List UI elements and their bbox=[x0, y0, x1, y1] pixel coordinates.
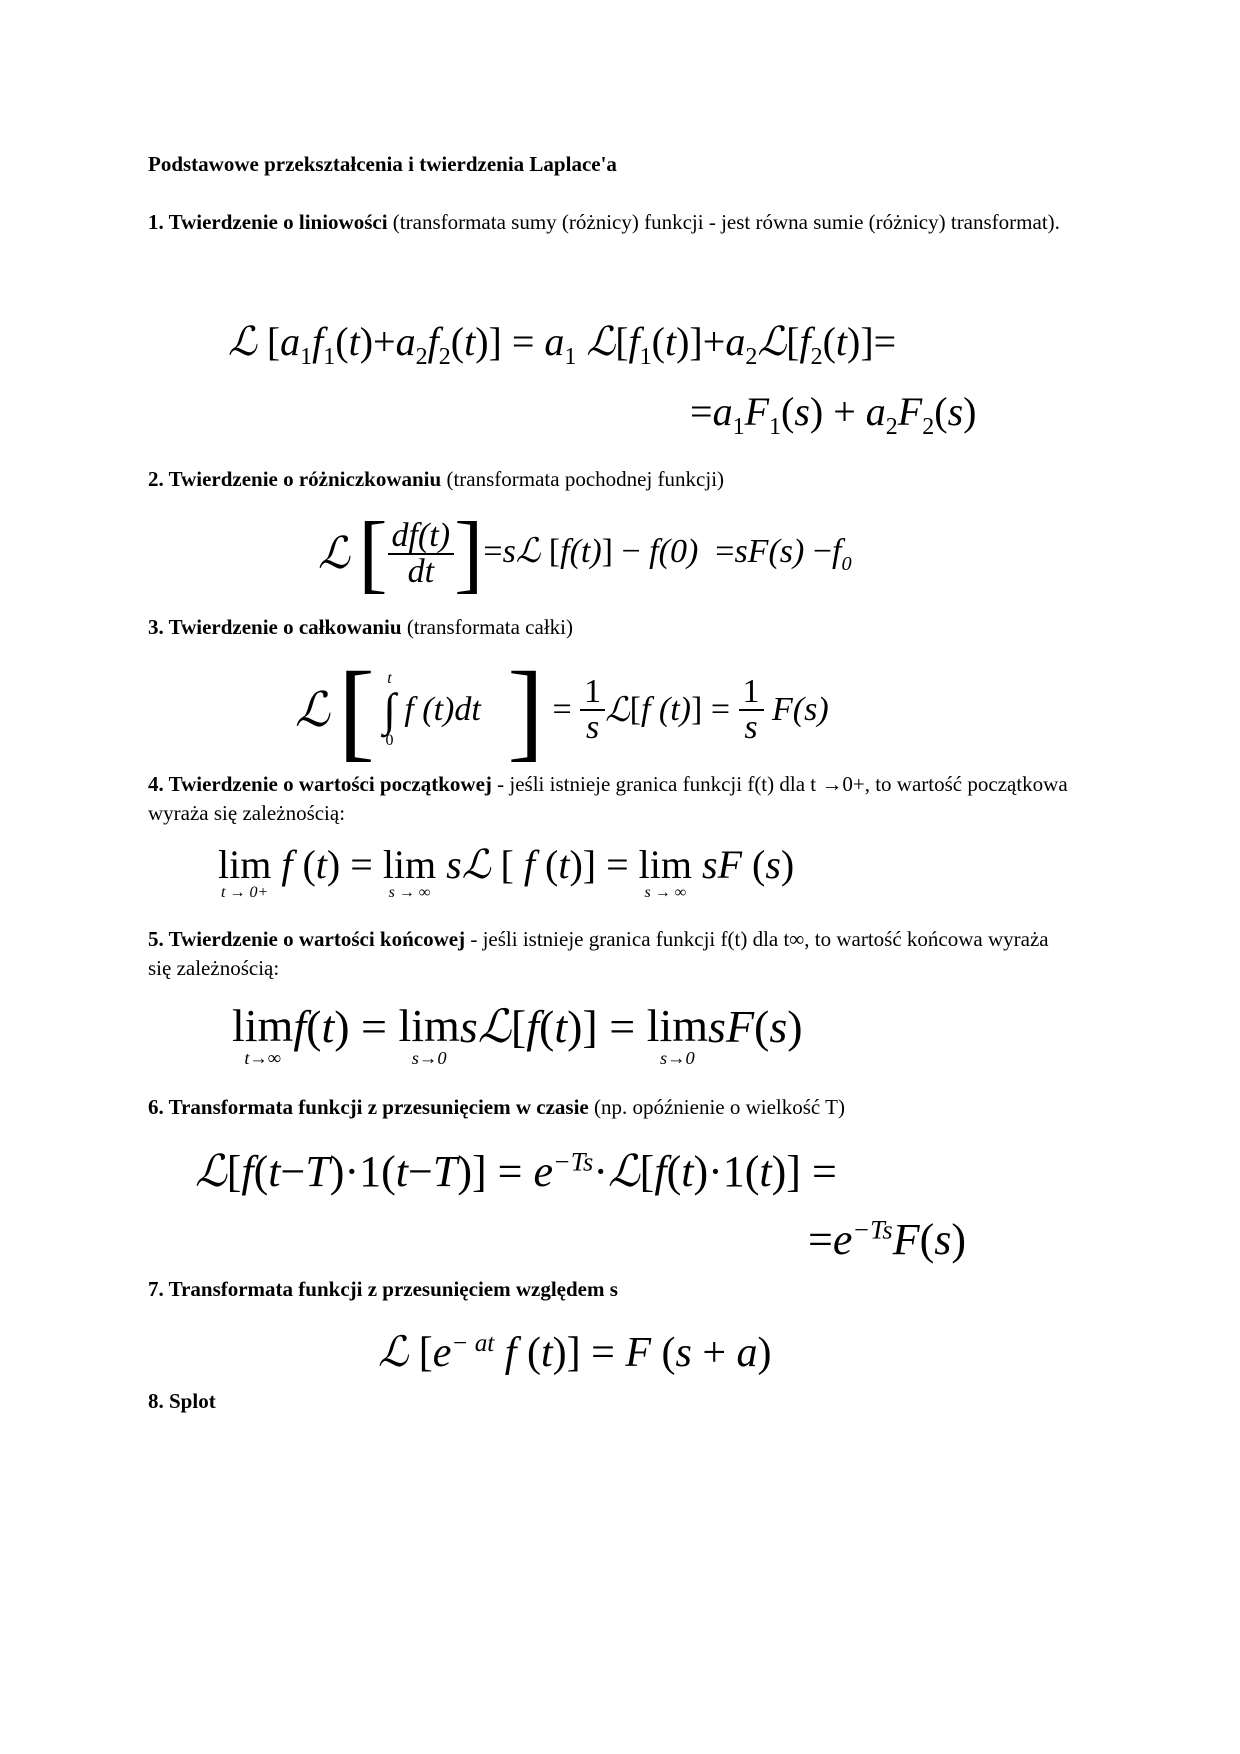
section-5-heading: 5. Twierdzenie o wartości końcowej bbox=[148, 927, 466, 951]
section-3 bbox=[148, 613, 1068, 642]
formula-3: ℒ [ t ∫ 0 f (t)dt ] = $\frac{1}{s}$ ℒ[f (t)] = $\frac{1}{s}$ F(s) bbox=[295, 649, 829, 771]
section-2 bbox=[148, 465, 1068, 494]
formula-1-line-2: $=a_1F_1(s) + a_2F_2(s)$ bbox=[690, 389, 977, 440]
formula-4: lim t → 0+ f (t) = lim s → ∞ sℒ [ f (t)] = lim s → ∞ sF (s) bbox=[218, 842, 795, 901]
section-5 bbox=[148, 925, 1068, 983]
section-3-heading: 3. Twierdzenie o całkowaniu bbox=[148, 615, 402, 639]
section-4 bbox=[148, 770, 1068, 828]
section-8 bbox=[148, 1387, 1068, 1416]
formula-6-line-2: $=e^{-Ts}F(s)$ bbox=[808, 1214, 967, 1264]
section-5-text: - jeśli istnieje granica funkcji f(t) dla t∞, to wartość końcowa wyraża się zależnością: bbox=[148, 927, 1049, 980]
section-2-heading: 2. Twierdzenie o różniczkowaniu bbox=[148, 467, 442, 491]
section-4-text: - jeśli istnieje granica funkcji f(t) dla t →0+, to wartość początkowa wyraża się zależnością: bbox=[148, 772, 1068, 825]
section-8-heading: 8. Splot bbox=[148, 1389, 216, 1413]
page-title: Podstawowe przekształcenia i twierdzenia Laplace'a bbox=[148, 152, 617, 176]
section-1 bbox=[148, 208, 1068, 237]
formula-2: ℒ [ $\frac{df(t)}{dt}$ ]=sℒ $[f(t)] - f(0) =sF(s) -f_0$ bbox=[318, 505, 852, 602]
section-1-heading: 1. Twierdzenie o liniowości bbox=[148, 210, 388, 234]
section-6-text: (np. opóźnienie o wielkość T) bbox=[588, 1095, 845, 1119]
section-7 bbox=[148, 1275, 1068, 1304]
formula-1-line-1: ℒ $[a_1f_1(t)+a_2f_2(t)] = a_1$ $ℒ[f_1(t)]+a_2ℒ[f_2(t)]=$ bbox=[228, 319, 897, 370]
section-6-heading: 6. Transformata funkcji z przesunięciem w czasie bbox=[148, 1095, 589, 1119]
section-3-text: (transformata całki) bbox=[401, 615, 573, 639]
formula-5: lim t→∞ f(t) = lim s→0 sℒ[f(t)] = lim s→0 sF(s) bbox=[232, 999, 803, 1068]
section-2-text: (transformata pochodnej funkcji) bbox=[441, 467, 725, 491]
section-4-heading: 4. Twierdzenie o wartości początkowej bbox=[148, 772, 492, 796]
section-1-text: (transformata sumy (różnicy) funkcji - jest równa sumie (różnicy) transformat). bbox=[387, 210, 1060, 234]
section-6 bbox=[148, 1093, 1068, 1122]
formula-7: ℒ [$e^{- at}$ f (t)] = F (s + a) bbox=[378, 1327, 772, 1376]
section-7-heading: 7. Transformata funkcji z przesunięciem względem s bbox=[148, 1277, 618, 1301]
formula-6-line-1: ℒ[f(t−T)·1(t−T)] = $e^{-Ts}\cdot ℒ[f(t)\cdot 1(t)]$ = bbox=[195, 1146, 837, 1197]
